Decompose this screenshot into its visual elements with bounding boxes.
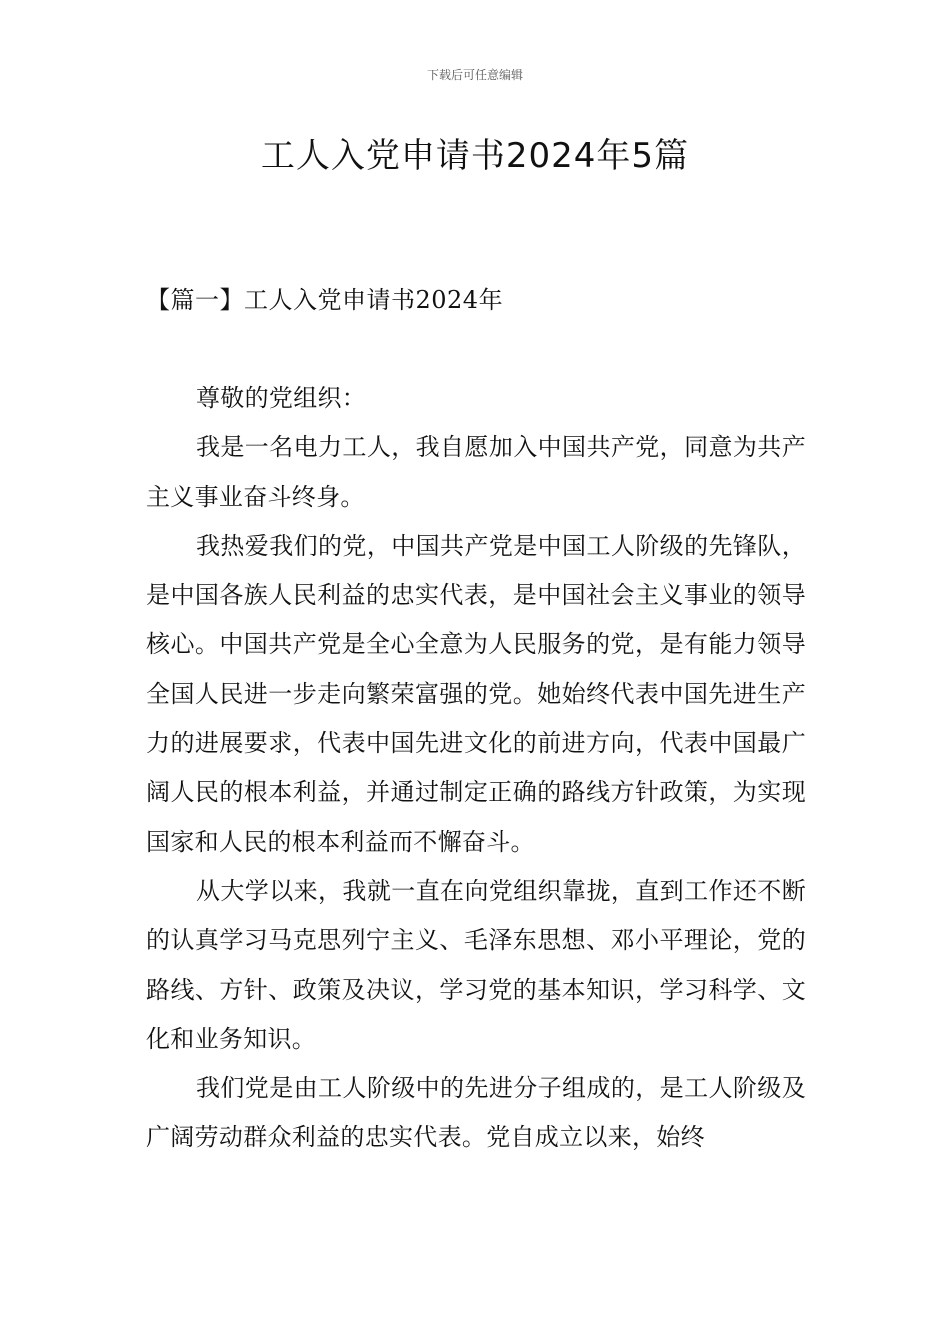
paragraph: 我是一名电力工人，我自愿加入中国共产党，同意为共产主义事业奋斗终身。 [146, 433, 806, 511]
document-body [146, 374, 806, 1163]
document-title: 工人入党申请书2024年5篇 [260, 136, 690, 176]
section-heading: 【篇一】工人入党申请书2024年 [146, 286, 504, 314]
header-note: 下载后可任意编辑 [426, 68, 523, 82]
paragraph: 我热爱我们的党，中国共产党是中国工人阶级的先锋队，是中国各族人民利益的忠实代表，是中国社会主义事业的领导核心。中国共产党是全心全意为人民服务的党，是有能力领导全国人民进一步走向繁荣富强的党。她始终代表中国先进生产力的进展要求，代表中国先进文化的前进方向，代表中国最广阔人民的根本利益，并通过制定正确的路线方针政策，为实现国家和人民的根本利益而不懈奋斗。 [146, 531, 806, 856]
paragraph: 我们党是由工人阶级中的先进分子组成的，是工人阶级及广阔劳动群众利益的忠实代表。党自成立以来，始终 [146, 1074, 806, 1152]
salutation: 尊敬的党组织： [196, 384, 367, 412]
paragraph: 从大学以来，我就一直在向党组织靠拢，直到工作还不断的认真学习马克思列宁主义、毛泽东思想、邓小平理论，党的路线、方针、政策及决议，学习党的基本知识，学习科学、文化和业务知识。 [146, 876, 806, 1053]
